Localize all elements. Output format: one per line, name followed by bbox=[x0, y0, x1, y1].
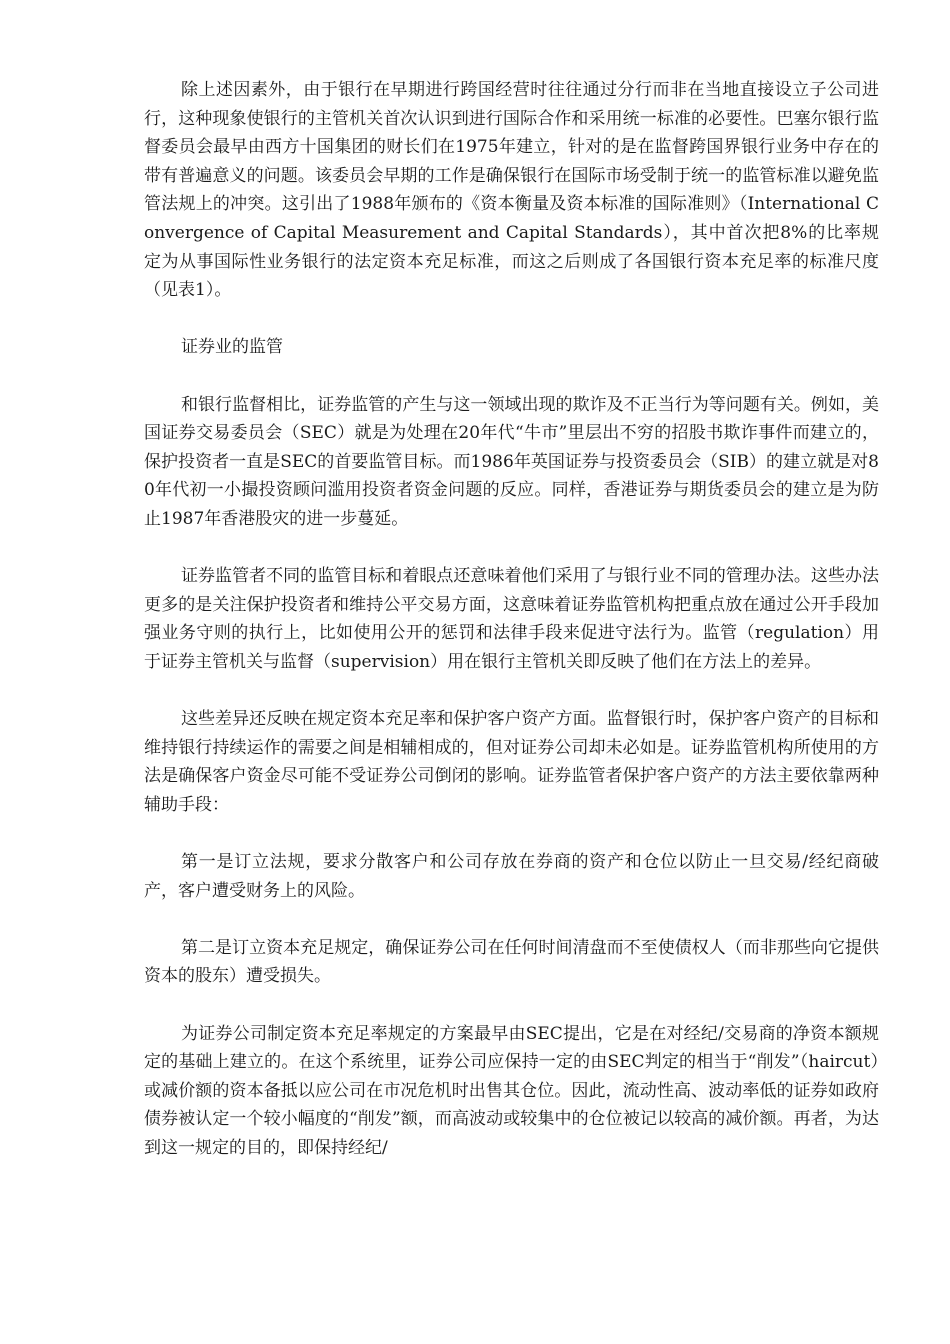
document-body bbox=[144, 76, 879, 1191]
section-heading-securities-regulation: 证券业的监管 bbox=[181, 337, 283, 358]
paragraph-securities-origin: 和银行监督相比，证券监管的产生与这一领域出现的欺诈及不正当行为等问题有关。例如，美国证券交易委员会（SEC）就是为处理在20年代“牛市”里层出不穷的招股书欺诈事件而建立的，保护投资者一直是SEC的首要监管目标。而1986年英国证券与投资委员会（SIB）的建立就是对80年代初一小撮投资顾问滥用投资者资金问题的反应。同样，香港证券与期货委员会的建立是为防止1987年香港股灾的进一步蔓延。 bbox=[144, 394, 879, 529]
paragraph-first-measure: 第一是订立法规，要求分散客户和公司存放在券商的资产和仓位以防止一旦交易/经纪商破产，客户遭受财务上的风险。 bbox=[144, 852, 879, 901]
paragraph-second-measure: 第二是订立资本充足规定，确保证券公司在任何时间清盘而不至使债权人（而非那些向它提供资本的股东）遭受损失。 bbox=[144, 937, 879, 987]
paragraph-basel-committee: 除上述因素外，由于银行在早期进行跨国经营时往往通过分行而非在当地直接设立子公司进行，这种现象使银行的主管机关首次认识到进行国际合作和采用统一标准的必要性。巴塞尔银行监督委员会最早由西方十国集团的财长们在1975年建立，针对的是在监督跨国界银行业务中存在的带有普遍意义的问题。该委员会早期的工作是确保银行在国际市场受制于统一的监管标准以避免监管法规上的冲突。这引出了1988年颁布的《资本衡量及资本标准的国际准则》（International Convergence of Capital Measurement and Capital Standards），其中首次把8%的比率规定为从事国际性业务银行的法定资本充足标准，而这之后则成了各国银行资本充足率的标准尺度（见表1）。 bbox=[144, 80, 879, 301]
paragraph-client-assets: 这些差异还反映在规定资本充足率和保护客户资产方面。监督银行时，保护客户资产的目标和维持银行持续运作的需要之间是相辅相成的，但对证券公司却未必如是。证券监管机构所使用的方法是确保客户资金尽可能不受证券公司倒闭的影响。证券监管者保护客户资产的方法主要依靠两种辅助手段： bbox=[144, 709, 879, 815]
paragraph-sec-capital-rules: 为证券公司制定资本充足率规定的方案最早由SEC提出，它是在对经纪/交易商的净资本额规定的基础上建立的。在这个系统里，证券公司应保持一定的由SEC判定的相当于“削发”（haircut）或减价额的资本备抵以应公司在市况危机时出售其仓位。因此，流动性高、波动率低的证券如政府债券被认定一个较小幅度的“削发”额，而高波动或较集中的仓位被记以较高的减价额。再者，为达到这一规定的目的，即保持经纪/ bbox=[144, 1023, 879, 1158]
paragraph-regulatory-methods: 证券监管者不同的监管目标和着眼点还意味着他们采用了与银行业不同的管理办法。这些办法更多的是关注保护投资者和维持公平交易方面，这意味着证券监管机构把重点放在通过公开手段加强业务守则的执行上，比如使用公开的惩罚和法律手段来促进守法行为。监管（regulation）用于证券主管机关与监督（supervision）用在银行主管机关即反映了他们在方法上的差异。 bbox=[144, 566, 879, 672]
